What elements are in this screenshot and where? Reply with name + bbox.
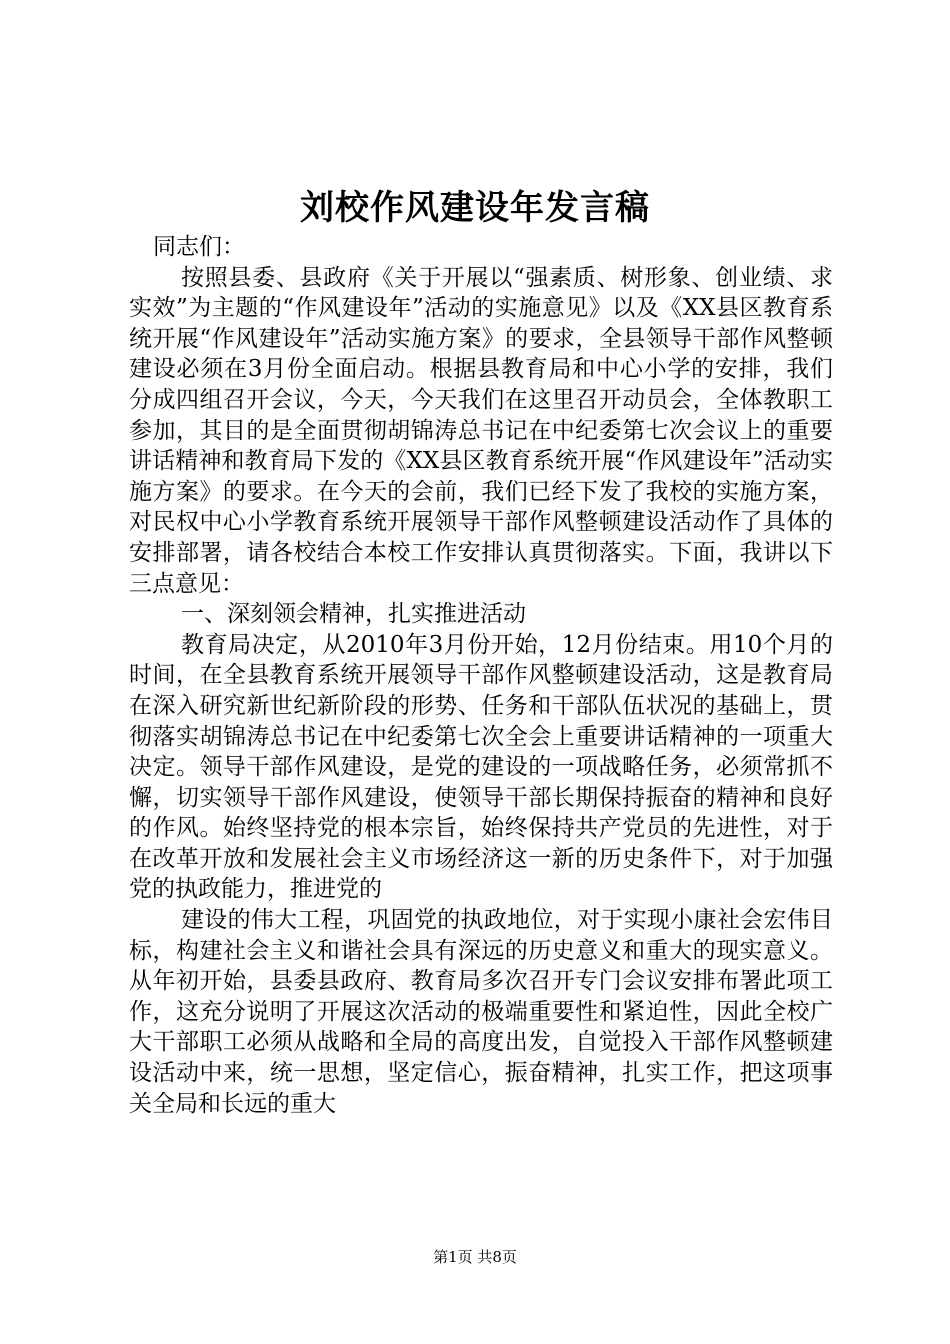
- page-footer: 第1页 共8页: [433, 1248, 517, 1266]
- section-heading: 一、深刻领会精神，扎实推进活动: [181, 601, 526, 628]
- document-title: 刘校作风建设年发言稿: [300, 188, 650, 228]
- body-paragraph: 建设的伟大工程，巩固党的执政地位，对于实现小康社会宏伟目标，构建社会主义和谐社会具有深远的历史意义和重大的现实意义。从年初开始，县委县政府、教育局多次召开专门会议安排布署此项工作，这充分说明了开展这次活动的极端重要性和紧迫性，因此全校广大干部职工必须从战略和全局的高度出发，自觉投入干部作风整顿建设活动中来，统一思想，坚定信心，振奋精神，扎实工作，把这项事关全局和长远的重大: [129, 907, 833, 1117]
- body-paragraph: 教育局决定，从2010年3月份开始，12月份结束。用10个月的时间，在全县教育系统开展领导干部作风整顿建设活动，这是教育局在深入研究新世纪新阶段的形势、任务和干部队伍状况的基础上，贯彻落实胡锦涛总书记在中纪委第七次全会上重要讲话精神的一项重大决定。领导干部作风建设，是党的建设的一项战略任务，必须常抓不懈，切实领导干部作风建设，使领导干部长期保持振奋的精神和良好的作风。始终坚持党的根本宗旨，始终保持共产党员的先进性，对于在改革开放和发展社会主义市场经济这一新的历史条件下，对于加强党的执政能力，推进党的: [129, 631, 833, 903]
- intro-paragraph: 按照县委、县政府《关于开展以“强素质、树形象、创业绩、求实效”为主题的“作风建设年”活动的实施意见》以及《XX县区教育系统开展“作风建设年”活动实施方案》的要求，全县领导干部作风整顿建设必须在3月份全面启动。根据县教育局和中心小学的安排，我们分成四组召开会议，今天，今天我们在这里召开动员会，全体教职工参加，其目的是全面贯彻胡锦涛总书记在中纪委第七次会议上的重要讲话精神和教育局下发的《XX县区教育系统开展“作风建设年”活动实施方案》的要求。在今天的会前，我们已经下发了我校的实施方案，对民权中心小学教育系统开展领导干部作风整顿建设活动作了具体的安排部署，请各校结合本校工作安排认真贯彻落实。下面，我讲以下三点意见：: [129, 264, 833, 597]
- document-body: [129, 232, 833, 1119]
- salutation-paragraph: 同志们：: [153, 234, 245, 260]
